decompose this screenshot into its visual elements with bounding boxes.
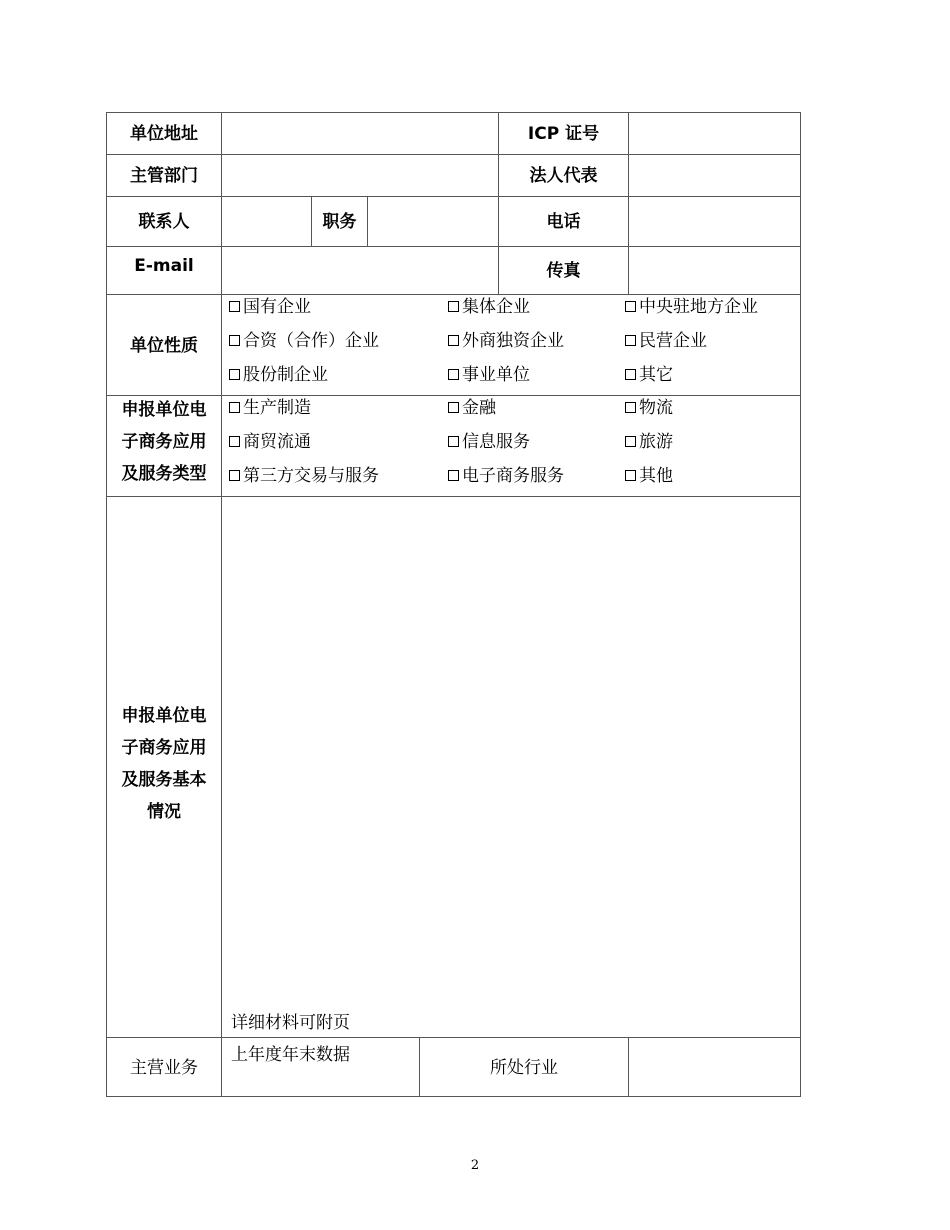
option-label: 其它 (639, 365, 673, 385)
fax-field[interactable] (629, 247, 800, 294)
option-label: 生产制造 (243, 398, 311, 418)
basic-info-label-line: 及服务基本 (121, 770, 207, 790)
checkbox-icon (448, 335, 459, 346)
option-label: 信息服务 (462, 432, 530, 452)
industry-field[interactable] (629, 1038, 800, 1096)
checkbox-icon (229, 402, 240, 413)
legal-rep-label: 法人代表 (529, 166, 598, 186)
service-option[interactable] (448, 466, 564, 486)
nature-option[interactable] (448, 297, 530, 317)
table-line (106, 294, 801, 295)
fax-label: 传真 (546, 261, 581, 281)
option-label: 其他 (639, 466, 673, 486)
checkbox-icon (229, 335, 240, 346)
last-year-data-note: 上年度年末数据 (231, 1045, 350, 1065)
checkbox-icon (448, 369, 459, 380)
checkbox-icon (448, 402, 459, 413)
main-business-field[interactable] (222, 1062, 419, 1096)
option-label: 外商独资企业 (462, 331, 564, 351)
option-label: 集体企业 (462, 297, 530, 317)
contact-label: 联系人 (138, 212, 190, 232)
checkbox-icon (625, 301, 636, 312)
option-label: 金融 (462, 398, 496, 418)
legal-rep-field[interactable] (629, 155, 800, 196)
checkbox-icon (625, 436, 636, 447)
option-label: 商贸流通 (243, 432, 311, 452)
option-label: 股份制企业 (243, 365, 328, 385)
table-border-bottom (106, 1096, 801, 1097)
service-option[interactable] (625, 432, 673, 452)
option-label: 国有企业 (243, 297, 311, 317)
department-label: 主管部门 (130, 166, 198, 186)
nature-option[interactable] (625, 331, 707, 351)
service-option[interactable] (625, 398, 673, 418)
option-label: 第三方交易与服务 (243, 466, 379, 486)
phone-field[interactable] (629, 197, 800, 246)
icp-field[interactable] (629, 113, 800, 154)
checkbox-icon (625, 335, 636, 346)
nature-option[interactable] (625, 297, 758, 317)
nature-option[interactable] (448, 331, 564, 351)
industry-label: 所处行业 (490, 1058, 558, 1078)
attach-note: 详细材料可附页 (231, 1013, 350, 1033)
nature-option[interactable] (229, 331, 379, 351)
basic-info-label-line: 申报单位电 (121, 706, 207, 726)
basic-info-label-line: 情况 (147, 802, 181, 822)
checkbox-icon (229, 470, 240, 481)
service-option[interactable] (229, 398, 311, 418)
main-business-label: 主营业务 (130, 1058, 198, 1078)
nature-option[interactable] (229, 365, 328, 385)
department-field[interactable] (222, 155, 498, 196)
checkbox-icon (448, 436, 459, 447)
basic-info-label-line: 子商务应用 (121, 738, 207, 758)
service-option[interactable] (229, 432, 311, 452)
service-type-label-line: 子商务应用 (121, 432, 207, 452)
checkbox-icon (625, 470, 636, 481)
table-border-right (800, 112, 801, 1096)
unit-address-label: 单位地址 (130, 124, 198, 144)
basic-info-label (107, 700, 221, 828)
nature-option[interactable] (625, 365, 673, 385)
option-label: 合资（合作）企业 (243, 331, 379, 351)
service-type-label (107, 394, 221, 490)
unit-address-field[interactable] (222, 113, 498, 154)
checkbox-icon (625, 369, 636, 380)
checkbox-icon (229, 369, 240, 380)
email-field[interactable] (222, 247, 498, 294)
basic-info-field[interactable] (222, 497, 800, 1007)
option-label: 民营企业 (639, 331, 707, 351)
service-option[interactable] (625, 466, 673, 486)
contact-field[interactable] (222, 197, 311, 246)
icp-label: ICP 证号 (527, 124, 600, 144)
service-type-label-line: 申报单位电 (121, 400, 207, 420)
service-option[interactable] (448, 398, 496, 418)
email-label: E-mail (134, 256, 194, 276)
service-option[interactable] (448, 432, 530, 452)
option-label: 中央驻地方企业 (639, 297, 758, 317)
nature-option[interactable] (448, 365, 530, 385)
nature-option[interactable] (229, 297, 311, 317)
service-option[interactable] (229, 466, 379, 486)
option-label: 事业单位 (462, 365, 530, 385)
position-field[interactable] (368, 197, 498, 246)
option-label: 旅游 (639, 432, 673, 452)
checkbox-icon (448, 470, 459, 481)
checkbox-icon (229, 436, 240, 447)
checkbox-icon (229, 301, 240, 312)
service-type-label-line: 及服务类型 (121, 464, 207, 484)
option-label: 物流 (639, 398, 673, 418)
checkbox-icon (448, 301, 459, 312)
position-label: 职务 (322, 212, 357, 232)
checkbox-icon (625, 402, 636, 413)
phone-label: 电话 (546, 212, 581, 232)
page-number: 2 (470, 1158, 480, 1173)
nature-label: 单位性质 (130, 336, 198, 356)
option-label: 电子商务服务 (462, 466, 564, 486)
